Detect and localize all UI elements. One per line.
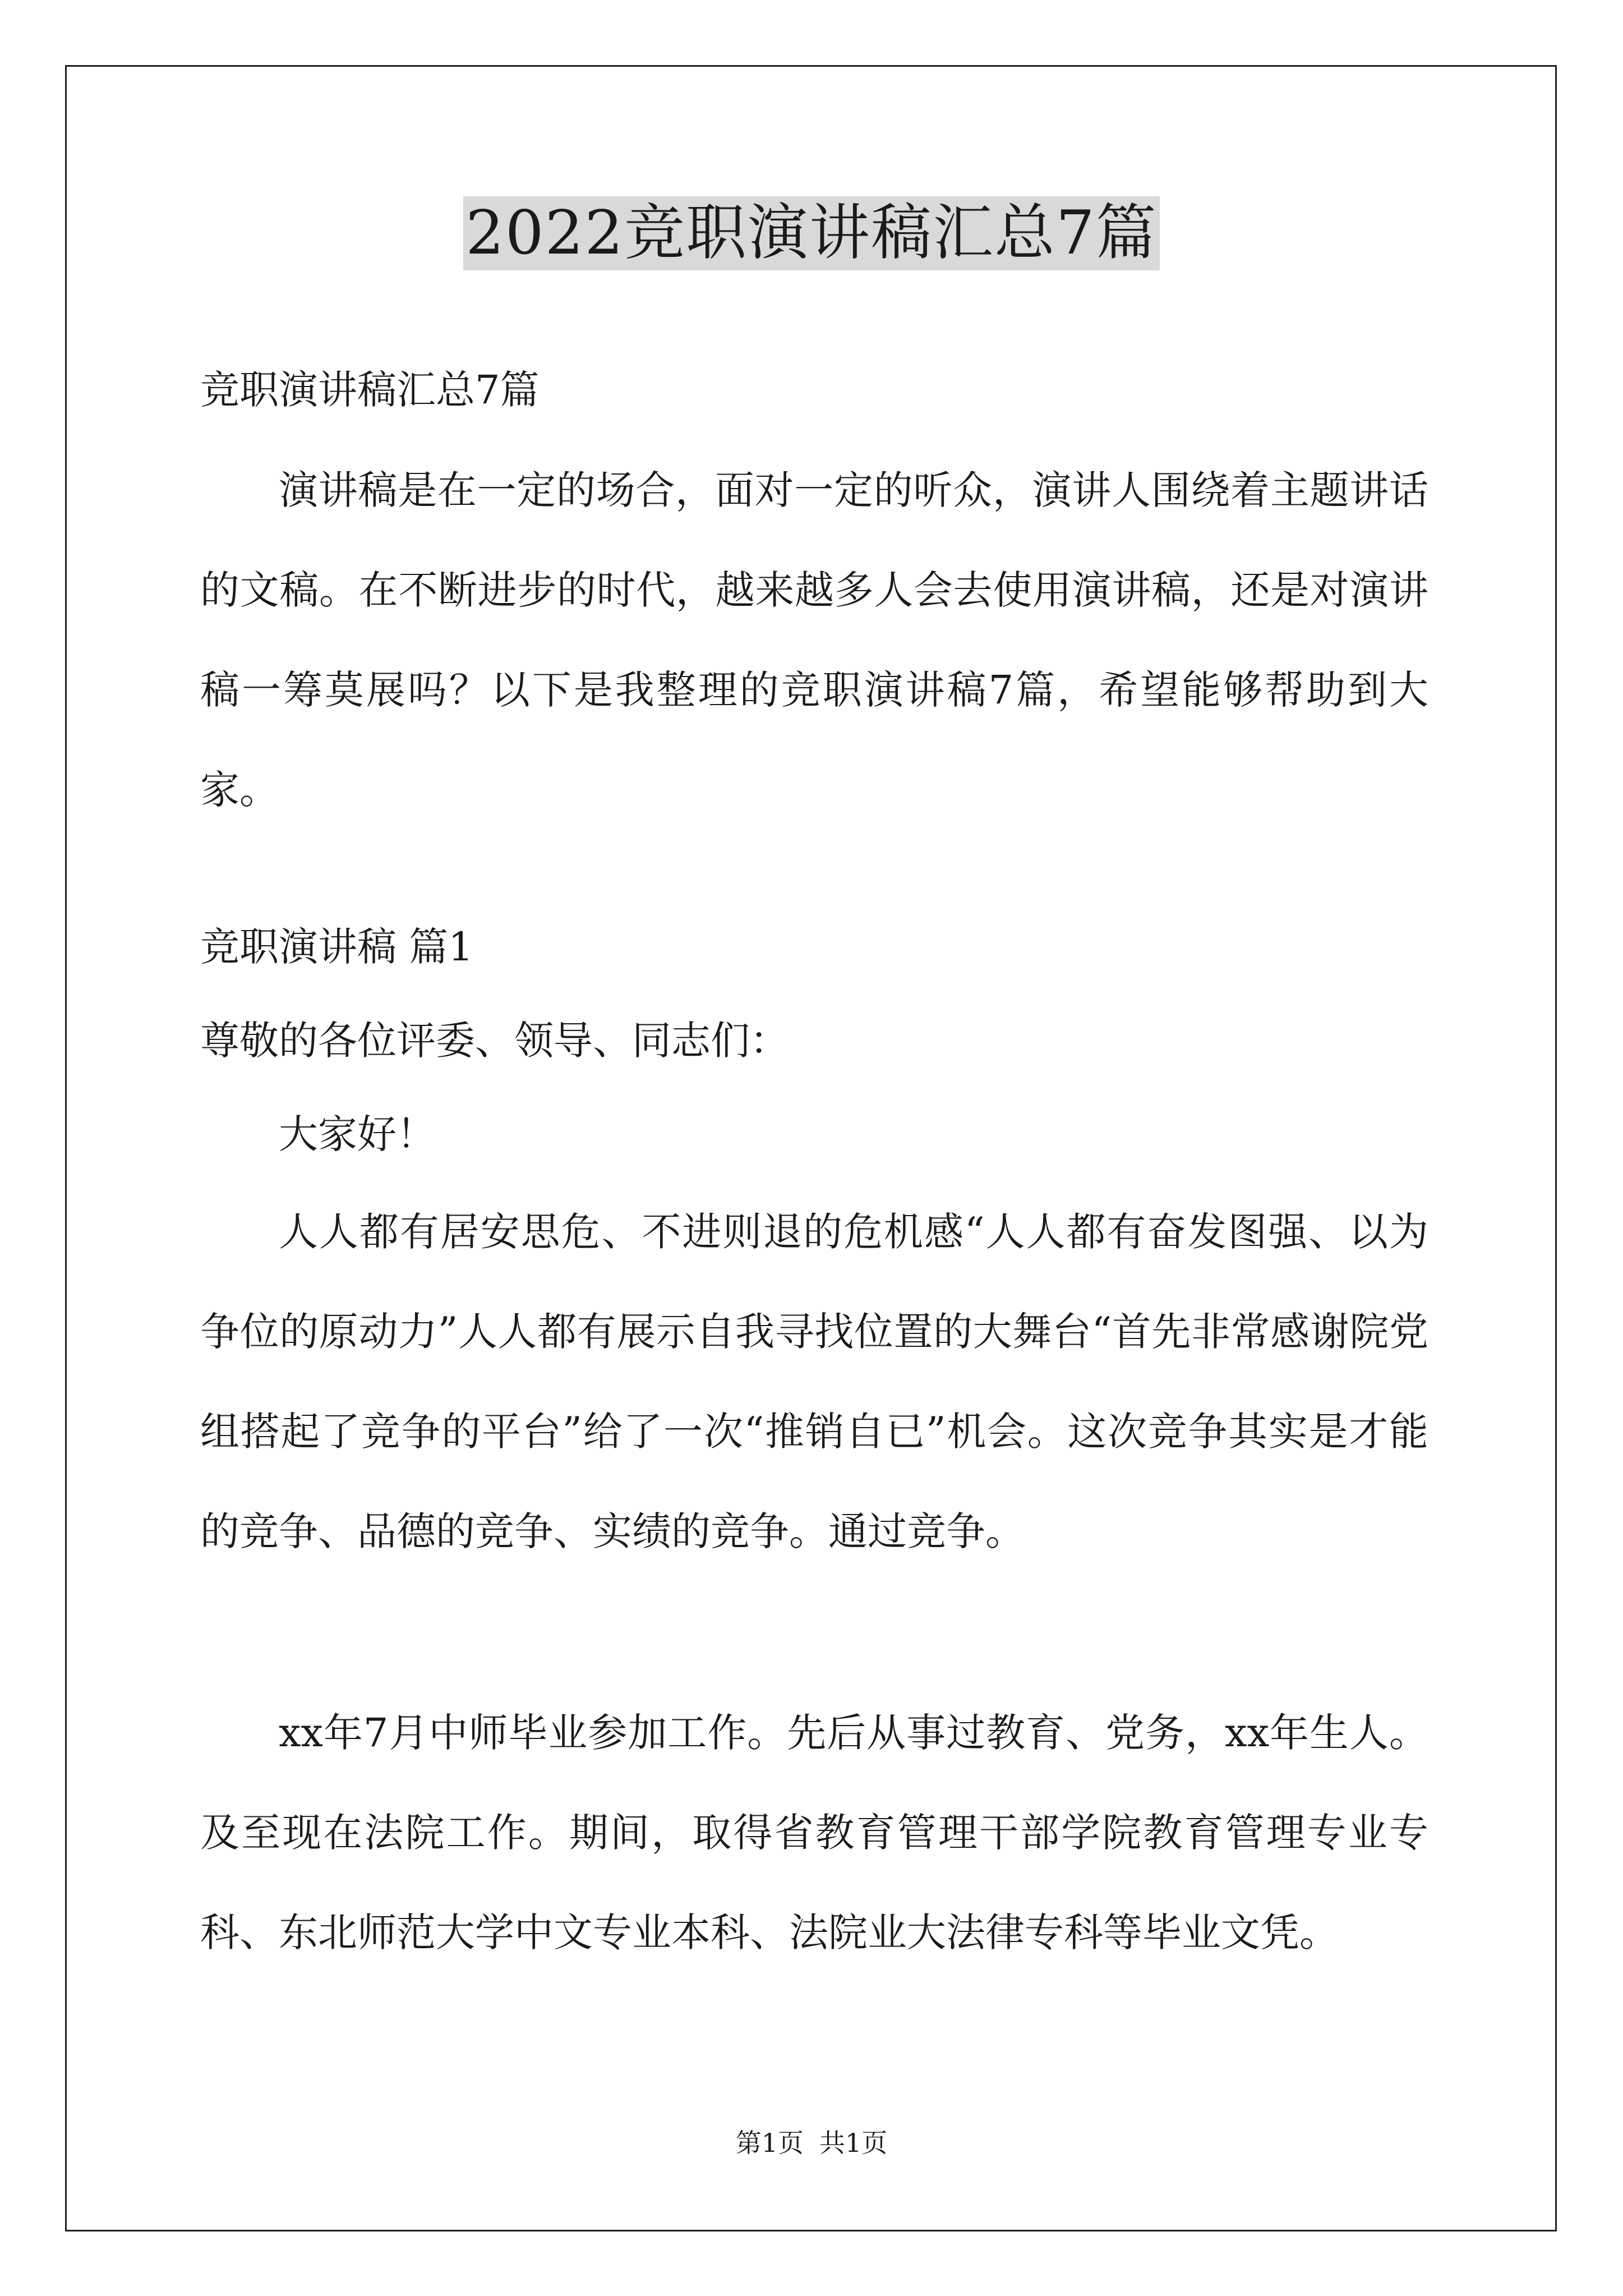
page-number-current: 第1页 — [735, 2128, 804, 2158]
title-container — [0, 196, 1623, 270]
intro-paragraph: 演讲稿是在一定的场合，面对一定的听众，演讲人围绕着主题讲话的文稿。在不断进步的时代，越来越多人会去使用演讲稿，还是对演讲稿一筹莫展吗？以下是我整理的竞职演讲稿7篇，希望能够帮助到大家。 — [200, 467, 1428, 813]
document-subtitle: 竞职演讲稿汇总7篇 — [200, 367, 540, 413]
body-paragraph-1: 人人都有居安思危、不进则退的危机感“人人都有奋发图强、以为争位的原动力”人人都有展示自我寻找位置的大舞台“首先非常感谢院党组搭起了竞争的平台”给了一次“推销自已”机会。这次竞争其实是才能的竞争、品德的竞争、实绩的竞争。通过竞争。 — [200, 1209, 1428, 1554]
section-heading: 竞职演讲稿 篇1 — [200, 924, 473, 970]
page-footer — [0, 2126, 1623, 2160]
salutation: 尊敬的各位评委、领导、同志们： — [200, 1018, 789, 1064]
body-paragraph-2: xx年7月中师毕业参加工作。先后从事过教育、党务，xx年生人。及至现在法院工作。期间，取得省教育管理干部学院教育管理专业专科、东北师范大学中文专业本科、法院业大法律专科等毕业文凭。 — [200, 1710, 1428, 1955]
greeting: 大家好！ — [279, 1111, 436, 1157]
page-number-total: 共1页 — [819, 2128, 888, 2158]
document-title: 2022竞职演讲稿汇总7篇 — [463, 196, 1160, 270]
